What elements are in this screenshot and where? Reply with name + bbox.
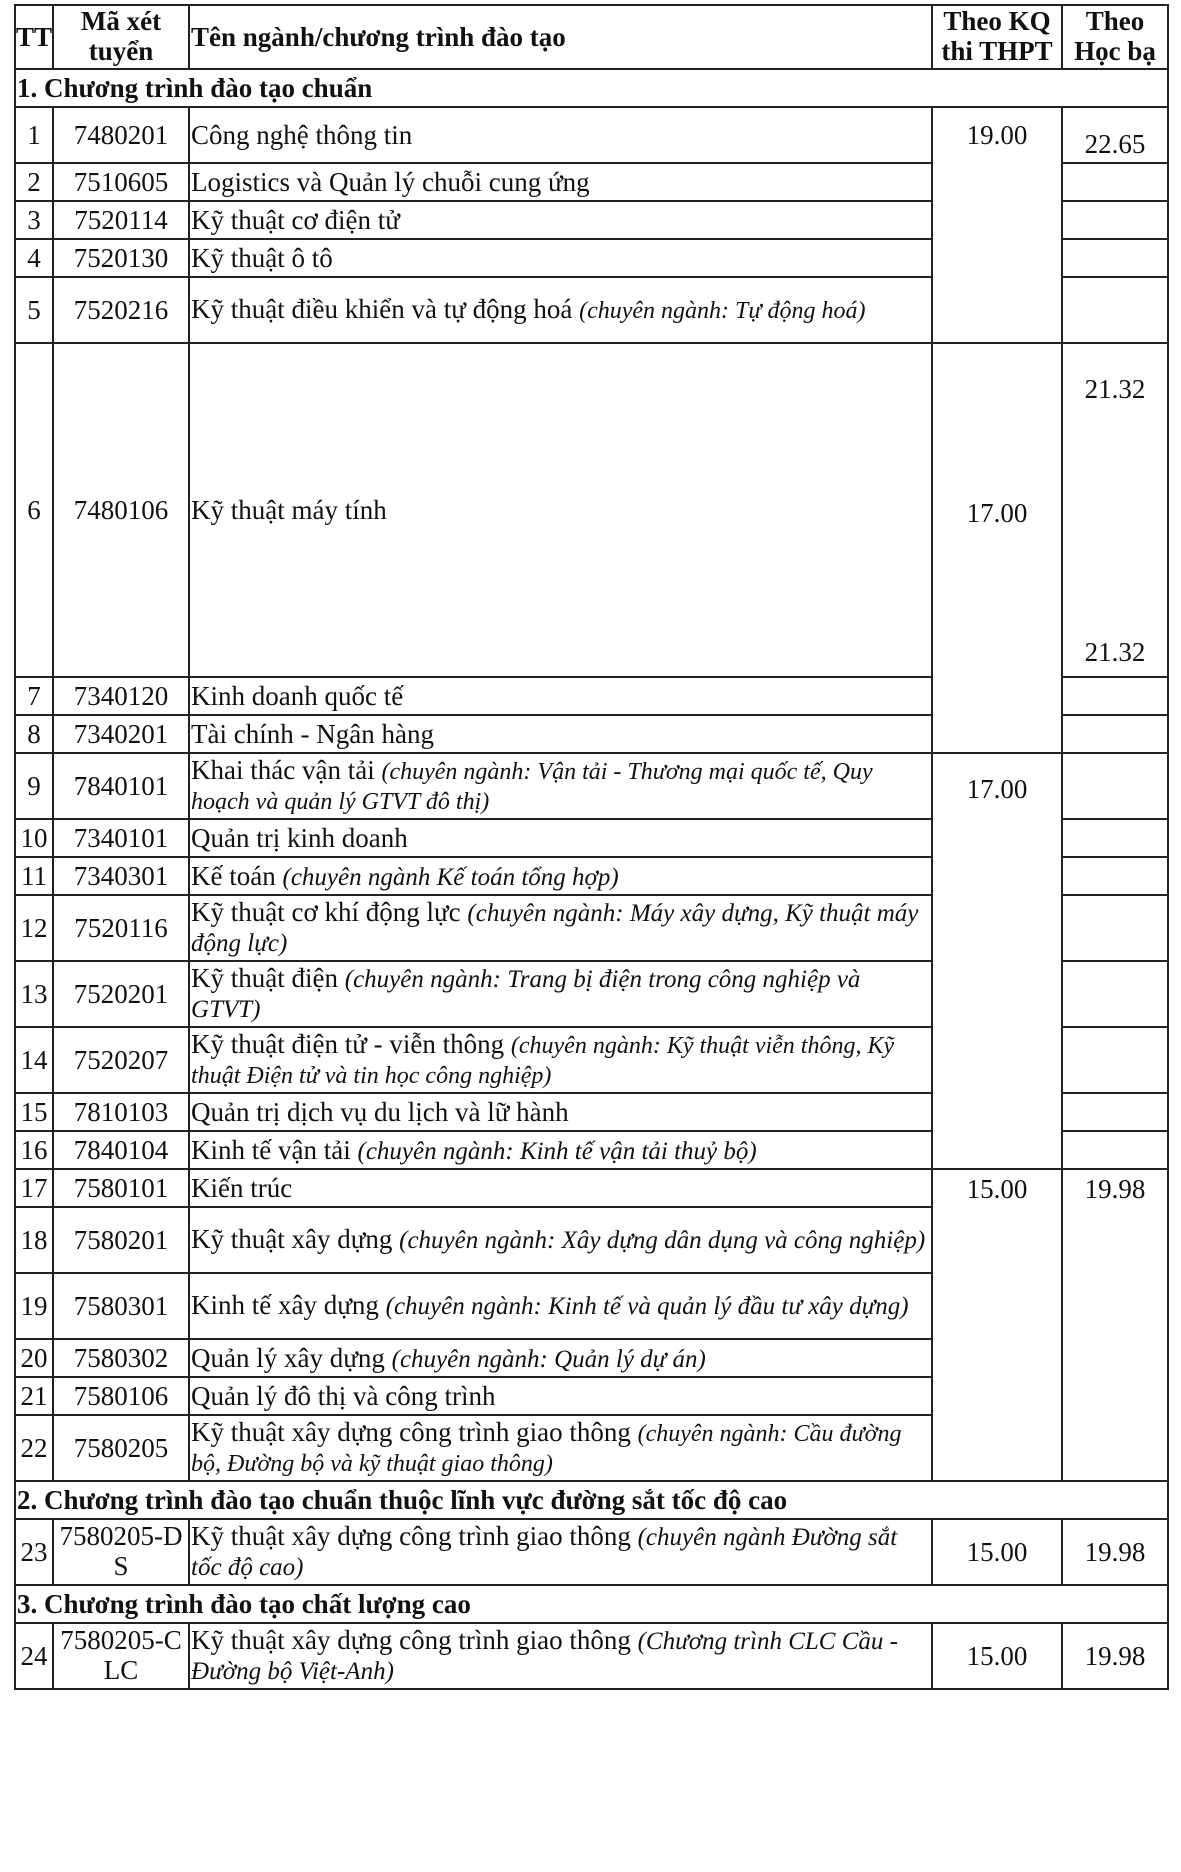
row-code: 7580205 bbox=[53, 1415, 189, 1481]
table-row bbox=[15, 343, 1168, 677]
row-name: Tài chính - Ngân hàng bbox=[189, 715, 932, 753]
row-code: 7580106 bbox=[53, 1377, 189, 1415]
row-code: 7520114 bbox=[53, 201, 189, 239]
thpt-score: 17.00 bbox=[932, 753, 1062, 1169]
row-code: 7520207 bbox=[53, 1027, 189, 1093]
table-header-row bbox=[15, 5, 1168, 69]
thpt-score: 15.00 bbox=[932, 1623, 1062, 1689]
row-tt: 14 bbox=[15, 1027, 53, 1093]
header-tt: TT bbox=[15, 5, 53, 69]
row-name: Kỹ thuật điện tử - viễn thông (chuyên ngành: Kỹ thuật viễn thông, Kỹ thuật Điện tử và tin học công nghiệp) bbox=[189, 1027, 932, 1093]
row-name: Kế toán (chuyên ngành Kế toán tổng hợp) bbox=[189, 857, 932, 895]
row-code: 7480106 bbox=[53, 343, 189, 677]
row-code: 7580201 bbox=[53, 1207, 189, 1273]
row-code: 7840104 bbox=[53, 1131, 189, 1169]
row-tt: 18 bbox=[15, 1207, 53, 1273]
table-row bbox=[15, 753, 1168, 819]
row-tt: 20 bbox=[15, 1339, 53, 1377]
row-tt: 6 bbox=[15, 343, 53, 677]
row-name: Kỹ thuật cơ điện tử bbox=[189, 201, 932, 239]
score-table-sheet bbox=[14, 4, 1169, 1690]
row-name: Kỹ thuật cơ khí động lực (chuyên ngành: Máy xây dựng, Kỹ thuật máy động lực) bbox=[189, 895, 932, 961]
section-title: 3. Chương trình đào tạo chất lượng cao bbox=[15, 1585, 1168, 1623]
row-name: Kinh tế vận tải (chuyên ngành: Kinh tế vận tải thuỷ bộ) bbox=[189, 1131, 932, 1169]
hocba-score: 21.32 bbox=[1084, 637, 1146, 668]
table-row bbox=[15, 1623, 1168, 1689]
hocba-score: 22.65 bbox=[1062, 107, 1168, 163]
hocba-score bbox=[1062, 715, 1168, 753]
row-tt: 21 bbox=[15, 1377, 53, 1415]
row-code: 7520116 bbox=[53, 895, 189, 961]
hocba-score bbox=[1062, 677, 1168, 715]
row-name: Logistics và Quản lý chuỗi cung ứng bbox=[189, 163, 932, 201]
hocba-score bbox=[1062, 239, 1168, 277]
hocba-score bbox=[1062, 1027, 1168, 1093]
row-tt: 1 bbox=[15, 107, 53, 163]
hocba-score: 19.98 bbox=[1062, 1169, 1168, 1481]
thpt-score: 15.00 bbox=[932, 1519, 1062, 1585]
row-tt: 24 bbox=[15, 1623, 53, 1689]
row-tt: 10 bbox=[15, 819, 53, 857]
row-tt: 22 bbox=[15, 1415, 53, 1481]
row-code: 7580101 bbox=[53, 1169, 189, 1207]
hocba-score bbox=[1062, 895, 1168, 961]
row-tt: 13 bbox=[15, 961, 53, 1027]
row-code: 7840101 bbox=[53, 753, 189, 819]
hocba-score bbox=[1062, 201, 1168, 239]
row-code: 7580205-DS bbox=[53, 1519, 189, 1585]
table-row bbox=[15, 107, 1168, 163]
row-tt: 17 bbox=[15, 1169, 53, 1207]
header-code: Mã xét tuyển bbox=[53, 5, 189, 69]
section-row bbox=[15, 69, 1168, 107]
row-tt: 15 bbox=[15, 1093, 53, 1131]
row-name: Quản trị dịch vụ du lịch và lữ hành bbox=[189, 1093, 932, 1131]
row-code: 7510605 bbox=[53, 163, 189, 201]
row-tt: 3 bbox=[15, 201, 53, 239]
row-code: 7340120 bbox=[53, 677, 189, 715]
hocba-score bbox=[1062, 857, 1168, 895]
section-title: 1. Chương trình đào tạo chuẩn bbox=[15, 69, 1168, 107]
row-name: Kỹ thuật xây dựng công trình giao thông (Chương trình CLC Cầu - Đường bộ Việt-Anh) bbox=[189, 1623, 932, 1689]
row-code: 7810103 bbox=[53, 1093, 189, 1131]
row-code: 7340301 bbox=[53, 857, 189, 895]
hocba-score bbox=[1062, 961, 1168, 1027]
row-tt: 4 bbox=[15, 239, 53, 277]
row-code: 7520201 bbox=[53, 961, 189, 1027]
row-code: 7340101 bbox=[53, 819, 189, 857]
row-tt: 5 bbox=[15, 277, 53, 343]
row-name: Kỹ thuật ô tô bbox=[189, 239, 932, 277]
row-tt: 19 bbox=[15, 1273, 53, 1339]
hocba-score: 21.32 bbox=[1084, 374, 1146, 404]
header-thpt: Theo KQ thi THPT bbox=[932, 5, 1062, 69]
row-name: Kỹ thuật điều khiển và tự động hoá (chuyên ngành: Tự động hoá) bbox=[189, 277, 932, 343]
table-row bbox=[15, 1169, 1168, 1207]
section-row bbox=[15, 1481, 1168, 1519]
row-code: 7340201 bbox=[53, 715, 189, 753]
row-code: 7580301 bbox=[53, 1273, 189, 1339]
row-code: 7520216 bbox=[53, 277, 189, 343]
hocba-score: 19.98 bbox=[1062, 1519, 1168, 1585]
row-name: Kinh doanh quốc tế bbox=[189, 677, 932, 715]
row-name: Kinh tế xây dựng (chuyên ngành: Kinh tế và quản lý đầu tư xây dựng) bbox=[189, 1273, 932, 1339]
section-title: 2. Chương trình đào tạo chuẩn thuộc lĩnh vực đường sắt tốc độ cao bbox=[15, 1481, 1168, 1519]
row-name: Kỹ thuật điện (chuyên ngành: Trang bị điện trong công nghiệp và GTVT) bbox=[189, 961, 932, 1027]
row-code: 7580205-CLC bbox=[53, 1623, 189, 1689]
row-tt: 23 bbox=[15, 1519, 53, 1585]
hocba-score bbox=[1062, 1093, 1168, 1131]
hocba-score bbox=[1062, 1131, 1168, 1169]
row-name: Kỹ thuật máy tính bbox=[189, 343, 932, 677]
hocba-score-cell bbox=[1062, 343, 1168, 677]
thpt-score: 15.00 bbox=[932, 1169, 1062, 1481]
row-code: 7520130 bbox=[53, 239, 189, 277]
row-name: Kiến trúc bbox=[189, 1169, 932, 1207]
row-tt: 11 bbox=[15, 857, 53, 895]
row-name: Kỹ thuật xây dựng công trình giao thông (chuyên ngành Đường sắt tốc độ cao) bbox=[189, 1519, 932, 1585]
row-tt: 2 bbox=[15, 163, 53, 201]
row-code: 7580302 bbox=[53, 1339, 189, 1377]
header-hocba: Theo Học bạ bbox=[1062, 5, 1168, 69]
row-tt: 8 bbox=[15, 715, 53, 753]
row-tt: 16 bbox=[15, 1131, 53, 1169]
hocba-score bbox=[1062, 277, 1168, 343]
section-row bbox=[15, 1585, 1168, 1623]
row-name: Khai thác vận tải (chuyên ngành: Vận tải - Thương mại quốc tế, Quy hoạch và quản lý GTVT đô thị) bbox=[189, 753, 932, 819]
thpt-score: 17.00 bbox=[932, 343, 1062, 753]
admission-score-table bbox=[14, 4, 1169, 1690]
header-name: Tên ngành/chương trình đào tạo bbox=[189, 5, 932, 69]
row-name: Quản lý xây dựng (chuyên ngành: Quản lý dự án) bbox=[189, 1339, 932, 1377]
hocba-score-stack bbox=[1063, 344, 1167, 676]
row-tt: 9 bbox=[15, 753, 53, 819]
row-tt: 12 bbox=[15, 895, 53, 961]
hocba-score: 19.98 bbox=[1062, 1623, 1168, 1689]
hocba-score bbox=[1062, 753, 1168, 819]
table-row bbox=[15, 1519, 1168, 1585]
row-name: Quản lý đô thị và công trình bbox=[189, 1377, 932, 1415]
thpt-score: 19.00 bbox=[932, 107, 1062, 343]
row-name: Kỹ thuật xây dựng (chuyên ngành: Xây dựng dân dụng và công nghiệp) bbox=[189, 1207, 932, 1273]
row-tt: 7 bbox=[15, 677, 53, 715]
hocba-score bbox=[1062, 163, 1168, 201]
row-name: Công nghệ thông tin bbox=[189, 107, 932, 163]
row-name: Kỹ thuật xây dựng công trình giao thông (chuyên ngành: Cầu đường bộ, Đường bộ và kỹ thuật giao thông) bbox=[189, 1415, 932, 1481]
row-code: 7480201 bbox=[53, 107, 189, 163]
hocba-score bbox=[1062, 819, 1168, 857]
row-name: Quản trị kinh doanh bbox=[189, 819, 932, 857]
